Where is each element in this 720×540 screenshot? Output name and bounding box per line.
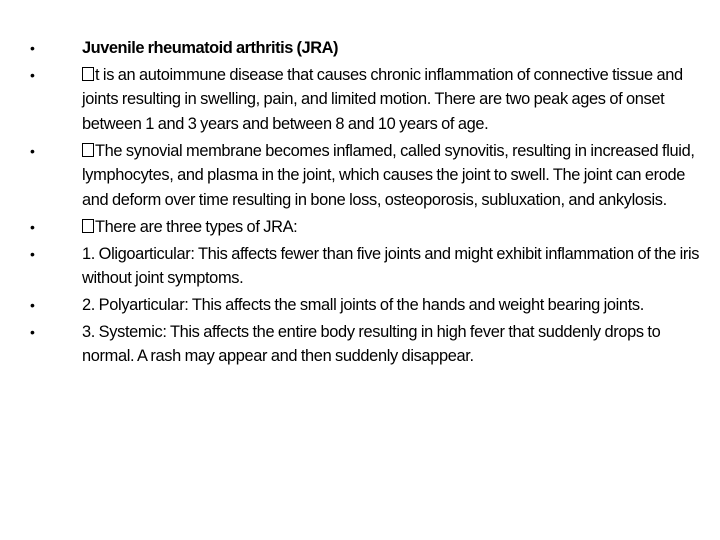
bullet-text: There are three types of JRA:: [95, 217, 298, 236]
bullet-text: The synovial membrane becomes inflamed, called synovitis, resulting in increased fluid, lymphocytes, and plasma in the joint, which causes the joint to swell. The joint can erode and deform over time resulting in bone loss, osteoporosis, subluxation, and ankylosis.: [82, 141, 695, 209]
bullet-dot-icon: •: [30, 297, 35, 314]
bullet-item-oligoarticular: [26, 242, 706, 291]
missing-glyph-icon: [82, 143, 94, 157]
bullet-text: 3. Systemic: This affects the entire body resulting in high fever that suddenly drops to normal. A rash may appear and then suddenly disappear.: [82, 323, 661, 366]
missing-glyph-icon: [82, 219, 94, 233]
bullet-item-polyarticular: [26, 293, 706, 317]
bullet-item-definition: [26, 63, 706, 136]
bullet-dot-icon: •: [30, 218, 35, 235]
bullet-text: 1. Oligoarticular: This affects fewer than five joints and might exhibit inflammation of the iris without joint symptoms.: [82, 244, 700, 288]
bullet-list: [26, 36, 706, 371]
bullet-item-types-intro: [26, 215, 706, 239]
bullet-item-synovial: [26, 139, 706, 212]
missing-glyph-icon: [82, 67, 94, 81]
bullet-dot-icon: •: [30, 324, 35, 341]
heading-text: Juvenile rheumatoid arthritis (JRA): [82, 39, 338, 57]
bullet-dot-icon: •: [30, 67, 35, 83]
bullet-dot-icon: •: [30, 245, 35, 262]
bullet-item-title: [26, 36, 706, 60]
bullet-dot-icon: •: [30, 142, 35, 159]
bullet-dot-icon: •: [30, 40, 35, 56]
bullet-item-systemic: [26, 320, 706, 369]
bullet-text: 2. Polyarticular: This affects the small joints of the hands and weight bearing joints.: [82, 296, 644, 315]
bullet-text: t is an autoimmune disease that causes chronic inflammation of connective tissue and joints resulting in swelling, pain, and limited motion. There are two peak ages of onset between 1 and 3 years and between 8 and 10 years of age.: [82, 66, 683, 133]
